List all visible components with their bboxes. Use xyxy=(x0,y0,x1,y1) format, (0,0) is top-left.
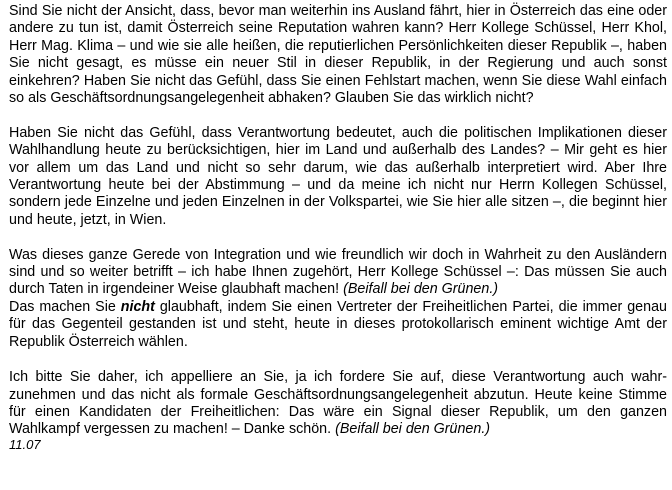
paragraph-3 xyxy=(9,247,667,351)
paragraph-3-text: Was dieses ganze Gerede von Integration und wie freundlich wir doch in Wahrheit zu den Ausländern sind und so weiter betrifft – ich habe Ihnen zugehört, Herr Kollege Schüssel –: Das müssen Sie auch durch Taten in irgendeiner Weise glaubhaft machen! xyxy=(9,246,667,298)
timestamp: 11.07 xyxy=(9,436,41,452)
paragraph-3-text-continued: Das machen Sie xyxy=(9,298,121,315)
paragraph-3-text-end: glaubhaft, indem Sie einen Vertreter der Freiheitlichen Partei, die immer genau für das Gegenteil gestanden ist und steht, heute in dieses protokollarisch eminent wichtige Amt der Republik Österreich wählen. xyxy=(9,298,667,350)
applause-note: (Beifall bei den Grünen.) xyxy=(335,421,491,438)
emphasis-word: nicht xyxy=(120,298,155,315)
document-page xyxy=(9,3,667,452)
paragraph-1 xyxy=(9,3,667,107)
paragraph-2-text: Haben Sie nicht das Gefühl, dass Verantwortung bedeutet, auch die politischen Implikationen dieser Wahlhandlung heute zu berücksichtigen, hier im Land und außerhalb des Landes? – Mir geht es hier vor allem um das Land und nicht so sehr darum, wie das außerhalb interpretiert wird. Aber Ihre Verantwortung heute bei der Abstimmung – und da meine ich nicht nur Herrn Kollegen Schüssel, sondern jede Einzelne und jeden Einzelnen in der Volkspartei, wie Sie hier alle sitzen –, die beginnt hier und heute, jetzt, in Wien. xyxy=(9,124,667,228)
paragraph-4 xyxy=(9,369,667,452)
paragraph-1-text: Sind Sie nicht der Ansicht, dass, bevor man weiterhin ins Ausland fährt, hier in Österreich das eine oder andere zu tun ist, damit Österreich seine Reputation wahren kann? Herr Kollege Schüssel, Herr Khol, Herr Mag. Klima – und wie sie alle heißen, die reputierlichen Persönlichkeiten dieser Republik –, haben Sie nicht gesagt, es müsse ein neuer Stil in dieser Republik, in der Regierung und auch sonst einkehren? Haben Sie nicht das Gefühl, dass Sie einen Fehlstart machen, wenn Sie diese Wahl einfach so als Geschäftsordnungsangelegenheit abhaken? Glauben Sie das wirklich nicht? xyxy=(9,3,667,107)
paragraph-4-text: Ich bitte Sie daher, ich appelliere an Sie, ja ich fordere Sie auf, diese Verantwortung auch wahrzunehmen und das nicht als formale Geschäftsordnungsangelegenheit abzutun. Heute keine Stimme für einen Kandidaten der Freiheitlichen: Das wäre ein Signal dieser Republik, um den ganzen Wahlkampf vergessen zu machen! – Danke schön. xyxy=(9,369,667,438)
paragraph-2 xyxy=(9,125,667,229)
applause-note: (Beifall bei den Grünen.) xyxy=(343,281,499,298)
